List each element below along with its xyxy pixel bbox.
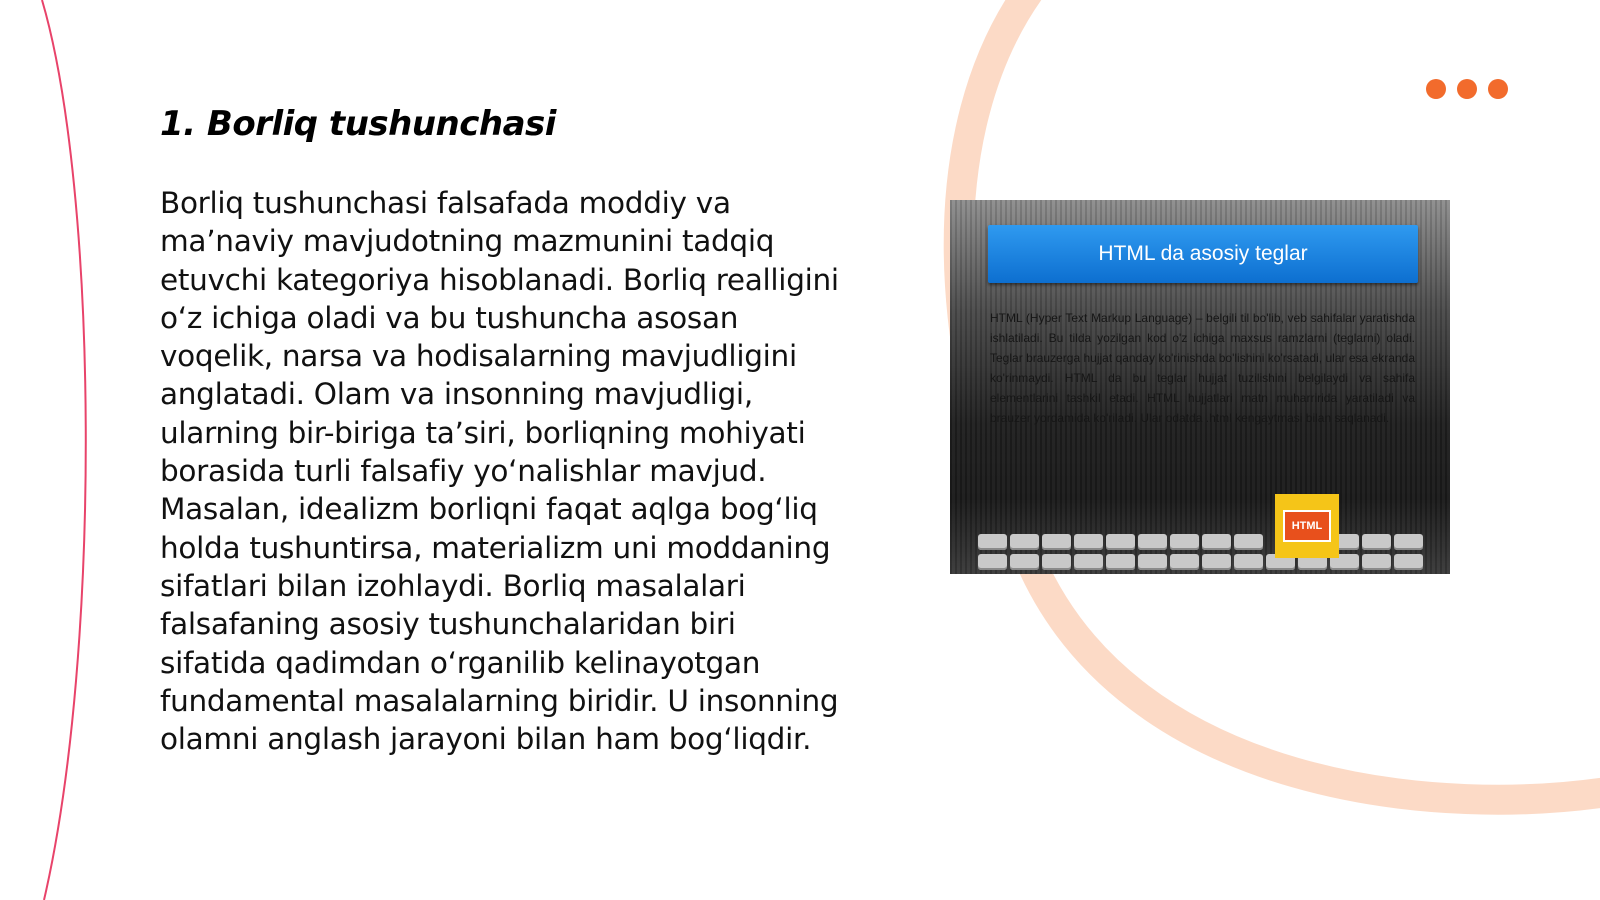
thumbnail-title-banner bbox=[988, 225, 1418, 283]
slide-heading: 1. Borliq tushunchasi bbox=[160, 104, 556, 144]
html-logo-label: HTML bbox=[1283, 510, 1331, 542]
html-slide-thumbnail-image bbox=[950, 200, 1450, 574]
left-curve-line bbox=[42, 0, 86, 900]
thumbnail-title: HTML da asosiy teglar bbox=[1098, 242, 1308, 265]
three-dots-decoration bbox=[1426, 79, 1508, 101]
keyboard-graphic bbox=[978, 534, 1428, 574]
dot-icon bbox=[1488, 79, 1508, 99]
thumbnail-body-text: HTML (Hyper Text Markup Language) – belgili til bo'lib, veb sahifalar yaratishda ishlatiladi. Bu tilda yozilgan kod o'z ichiga maxsus ramzlarni (teglarni) oladi. Teglar brauzerga hujjat qanday ko'rinishda bo'lishini ko'rsatadi, ular esa ekranda ko'rinmaydi. HTML da bu teglar hujjat tuzilishini belgilaydi va sahifa elementlarini tashkil etadi. HTML hujjatlari matn muharririda yaratiladi va brauzer yordamida ko'riladi. Ular odatda .html kengaytmasi bilan saqlanadi. bbox=[990, 311, 1415, 425]
html-logo-icon bbox=[1275, 494, 1339, 558]
dot-icon bbox=[1426, 79, 1446, 99]
slide-body-text: Borliq tushunchasi falsafada moddiy va ma’naviy mavjudotning mazmunini tadqiq etuvchi kategoriya hisoblanadi. Borliq realligini o‘z ichiga oladi va bu tushuncha asosan voqelik, narsa va hodisalarning mavjudligini anglatadi. Olam va insonning mavjudligi, ularning bir-biriga ta’siri, borliqning mohiyati borasida turli falsafiy yo‘nalishlar mavjud. Masalan, idealizm borliqni faqat aqlga bog‘liq holda tushuntirsa, materializm uni moddaning sifatlari bilan izohlaydi. Borliq masalalari falsafaning asosiy tushunchalaridan biri sifatida qadimdan o‘rganilib kelinayotgan fundamental masalalarning biridir. U insonning olamni anglash jarayoni bilan ham bog‘liqdir. bbox=[160, 186, 839, 757]
dot-icon bbox=[1457, 79, 1477, 99]
